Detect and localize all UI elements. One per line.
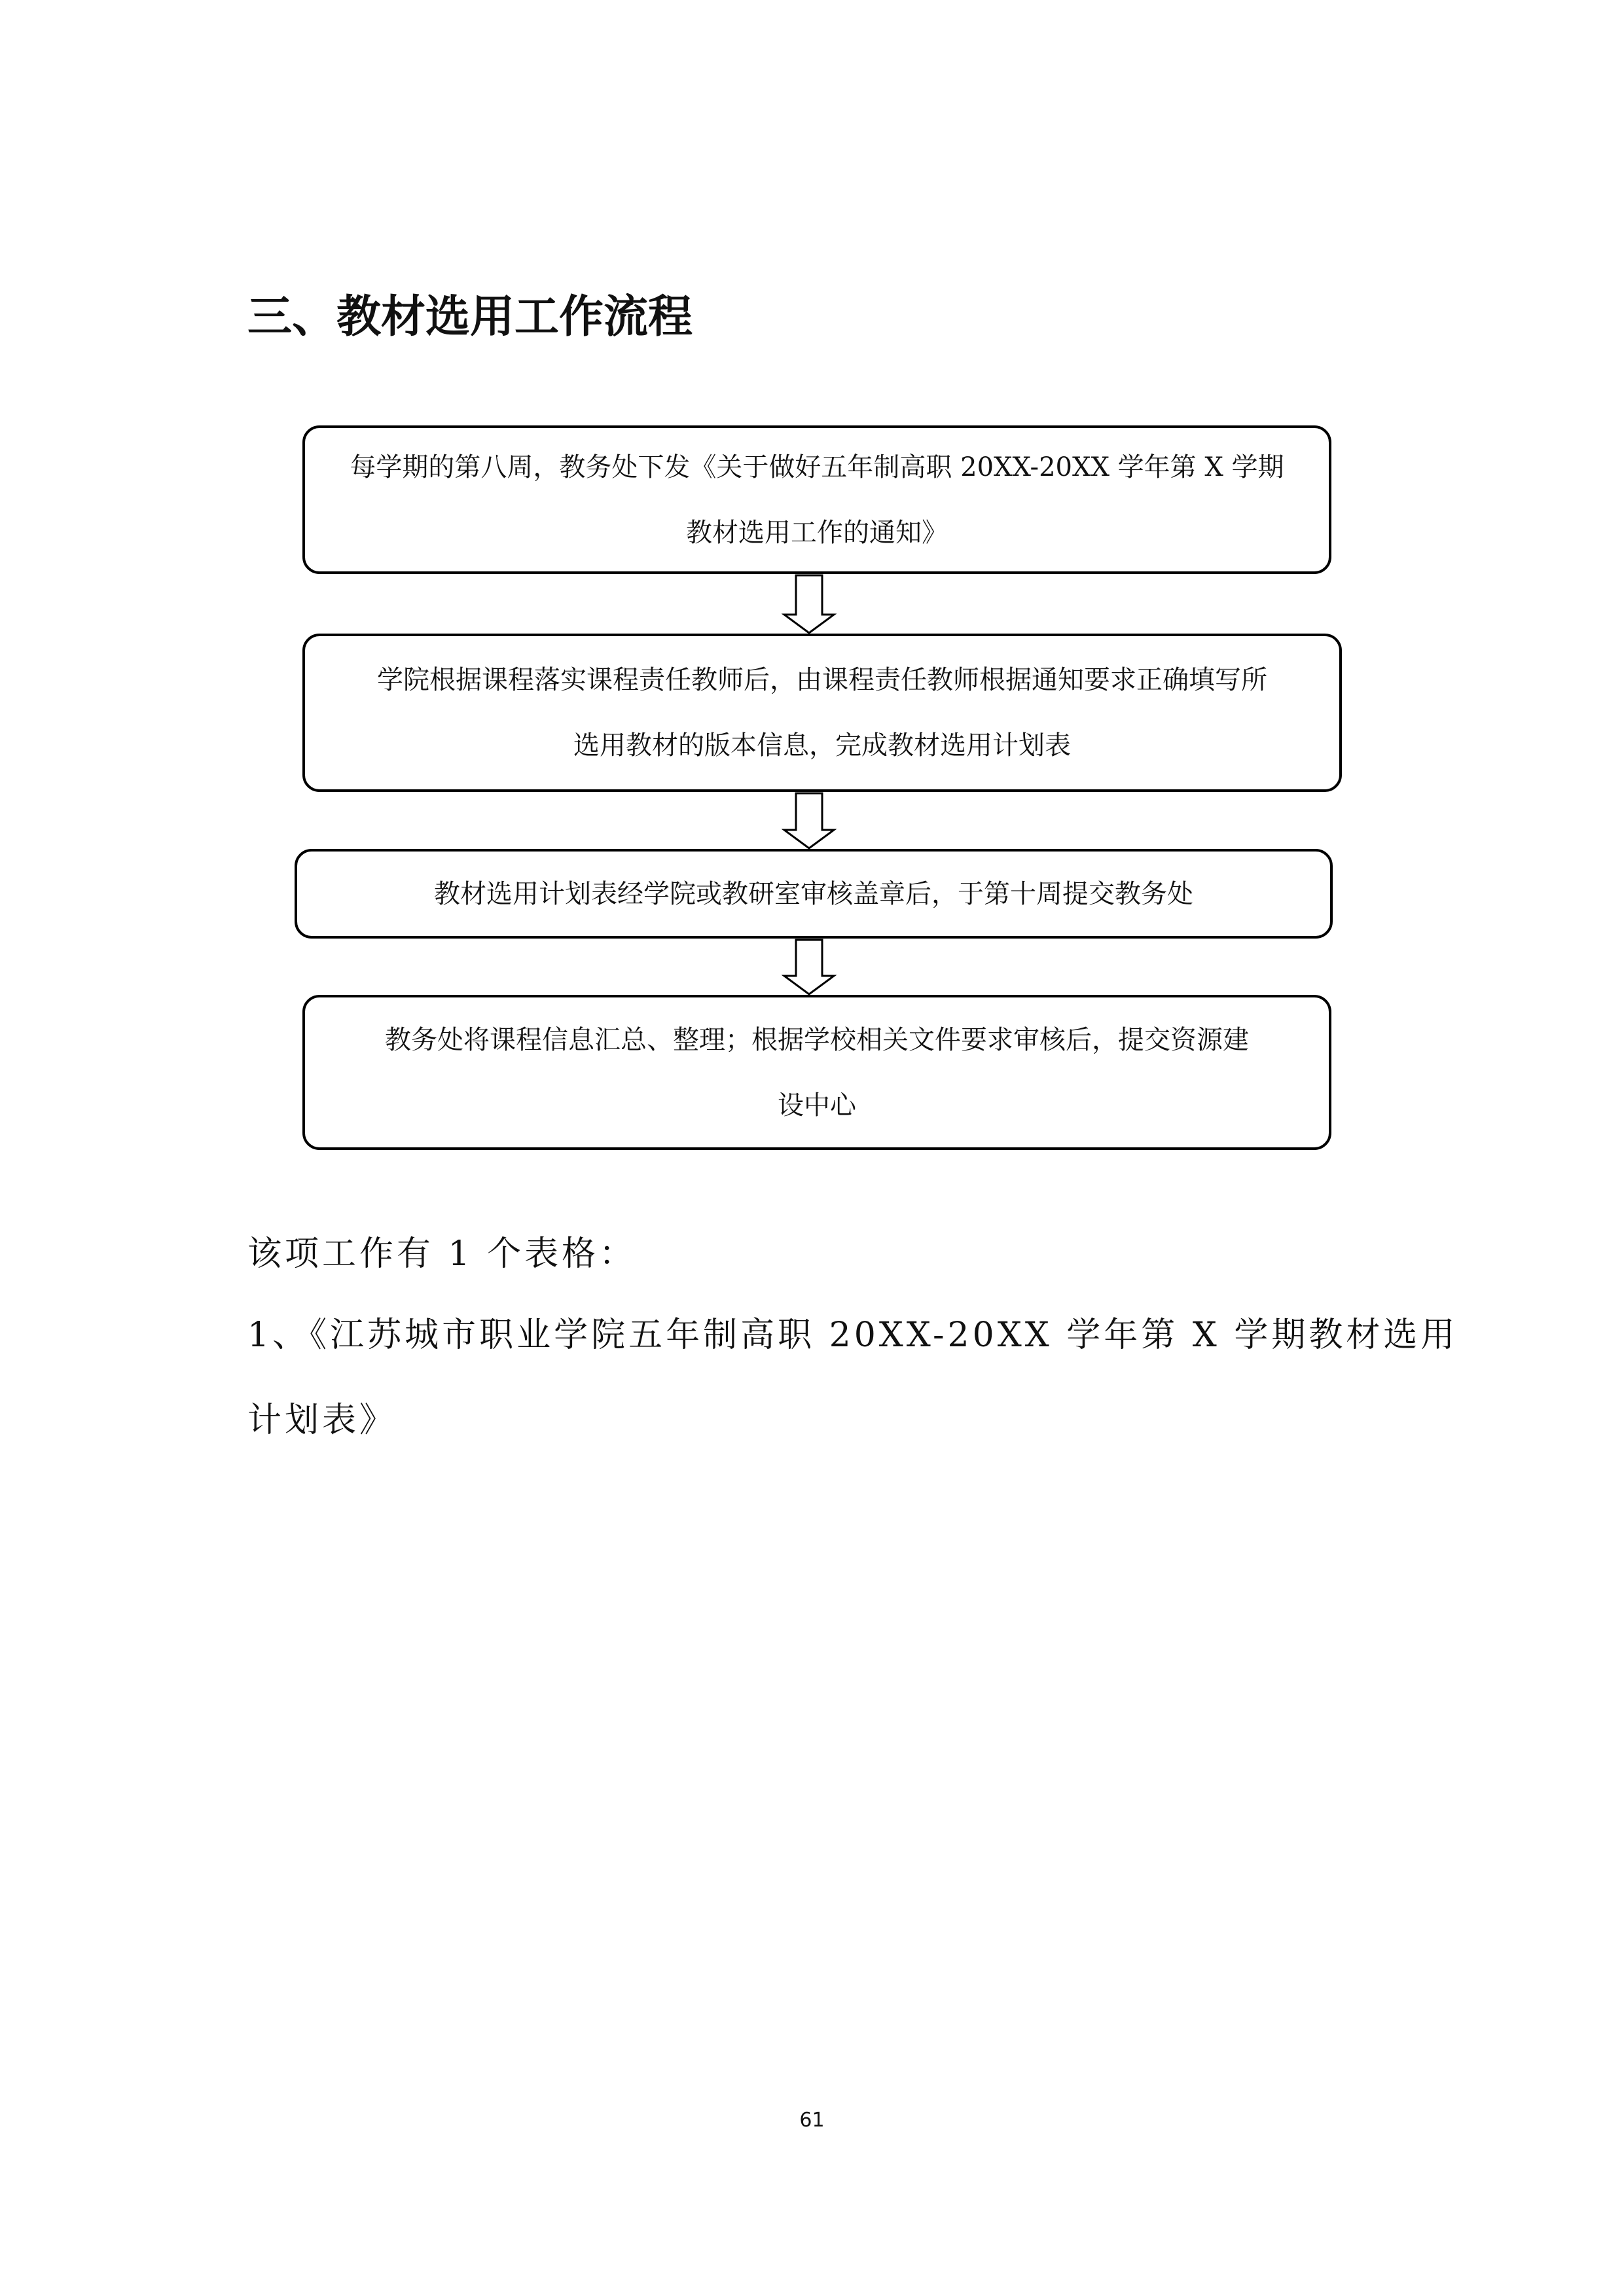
flow-step-3-line-1: 教材选用计划表经学院或教研室审核盖章后，于第十周提交教务处 [434,878,1193,909]
flow-step-2 [302,634,1342,792]
page-number: 61 [799,2109,825,2132]
flow-step-3 [295,849,1333,939]
flow-step-1-line-1: 每学期的第八周，教务处下发《关于做好五年制高职 20XX-20XX 学年第 X 学期 [350,452,1284,482]
flow-step-1 [302,425,1331,574]
flow-step-2-line-2: 选用教材的版本信息，完成教材选用计划表 [573,730,1071,761]
section-heading: 三、教材选用工作流程 [247,291,693,343]
flow-step-1-line-2: 教材选用工作的通知》 [686,517,948,548]
form-item-1-line-2: 计划表》 [247,1401,397,1440]
flow-step-4-line-1: 教务处将课程信息汇总、整理；根据学校相关文件要求审核后，提交资源建 [385,1024,1249,1055]
form-item-1-line-1: 1、《江苏城市职业学院五年制高职 20XX-20XX 学年第 X 学期教材选用 [247,1316,1458,1355]
flow-step-4-line-2: 设中心 [778,1090,856,1121]
forms-intro: 该项工作有 1 个表格： [247,1234,637,1274]
down-arrow-icon [782,574,837,635]
flow-step-2-line-1: 学院根据课程落实课程责任教师后，由课程责任教师根据通知要求正确填写所 [377,665,1267,695]
down-arrow-icon [782,939,837,996]
flow-step-4 [302,995,1331,1150]
down-arrow-icon [782,792,837,850]
